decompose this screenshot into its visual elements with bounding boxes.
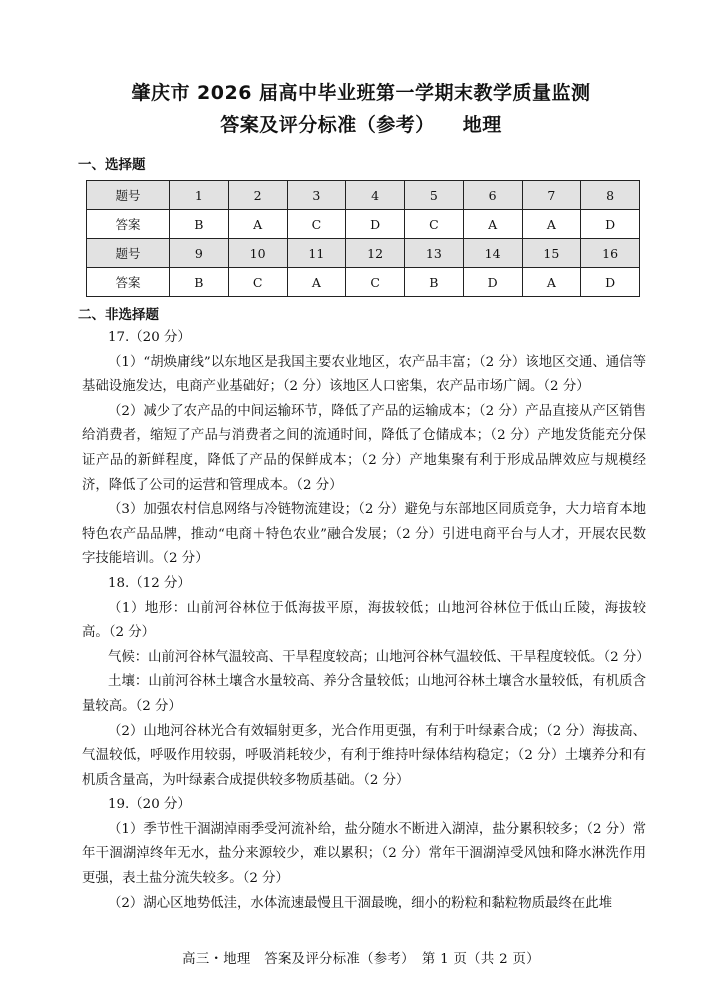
q19-part2: （2）湖心区地势低洼，水体流速最慢且干涸最晚，细小的粉粒和黏粒物质最终在此堆 [108, 895, 612, 911]
question-number-cell: 1 [170, 181, 229, 210]
answer-cell: D [581, 268, 640, 297]
title-line-2 [0, 110, 722, 137]
question-number-cell: 14 [463, 239, 522, 268]
question-number-cell: 15 [522, 239, 581, 268]
question-number-cell: 16 [581, 239, 640, 268]
answer-cell: A [522, 210, 581, 239]
answer-cell: B [170, 210, 229, 239]
question-number-cell: 13 [405, 239, 464, 268]
answer-cell: A [228, 210, 287, 239]
q18-part1-climate: 气候：山前河谷林气温较高、干旱程度较高；山地河谷林气温较低、干旱程度较低。（2 分） [108, 649, 650, 665]
q17-part1: （1）“胡焕庸线”以东地区是我国主要农业地区，农产品丰富；（2 分）该地区交通、通信等基础设施发达，电商产业基础好；（2 分）该地区人口密集，农产品市场广阔。（2 分） [82, 354, 646, 395]
question-number-row [87, 239, 640, 268]
question-number-cell: 8 [581, 181, 640, 210]
question-number-cell: 5 [405, 181, 464, 210]
question-number-cell: 3 [287, 181, 346, 210]
q18-heading: 18.（12 分） [108, 575, 191, 591]
title-line-1: 肇庆市 2026 届高中毕业班第一学期末教学质量监测 [131, 82, 591, 104]
answer-cell: C [287, 210, 346, 239]
question-number-cell: 2 [228, 181, 287, 210]
answer-cell: D [463, 268, 522, 297]
answer-row [87, 210, 640, 239]
answer-cell: A [287, 268, 346, 297]
answer-cell: C [228, 268, 287, 297]
q17-heading: 17.（20 分） [108, 330, 191, 345]
section-2-heading: 二、非选择题 [78, 307, 159, 323]
answer-cell: A [463, 210, 522, 239]
answer-cell: C [346, 268, 405, 297]
answer-cell: A [522, 268, 581, 297]
answer-content [82, 326, 650, 916]
row-label: 答案 [87, 268, 170, 297]
q17-part2: （2）减少了农产品的中间运输环节，降低了产品的运输成本；（2 分）产品直接从产区销售给消费者，缩短了产品与消费者之间的流通时间，降低了仓储成本；（2 分）产地发货能充分保证产品的新鲜程度，降低了产品的保鲜成本；（2 分）产地集聚有利于形成品牌效应与规模经济，降低了公司的运营和管理成本。（2 分） [82, 403, 646, 493]
question-number-cell: 10 [228, 239, 287, 268]
question-number-cell: 12 [346, 239, 405, 268]
question-number-cell: 9 [170, 239, 229, 268]
answer-cell: D [346, 210, 405, 239]
subject-label: 地理 [462, 114, 502, 136]
title-answer-key: 答案及评分标准（参考） [220, 114, 435, 136]
q18-part2: （2）山地河谷林光合有效辐射更多，光合作用更强，有利于叶绿素合成；（2 分）海拔高、气温较低，呼吸作用较弱，呼吸消耗较少，有利于维持叶绿体结构稳定；（2 分）土壤养分和有机质含量高，为叶绿素合成提供较多物质基础。（2 分） [82, 723, 646, 788]
question-number-cell: 6 [463, 181, 522, 210]
q17-part3: （3）加强农村信息网络与冷链物流建设；（2 分）避免与东部地区同质竞争，大力培育本地特色农产品品牌，推动“电商＋特色农业”融合发展；（2 分）引进电商平台与人才，开展农民数字技能培训。（2 分） [82, 502, 646, 567]
answer-row [87, 268, 640, 297]
answer-cell: C [405, 210, 464, 239]
answer-table [86, 180, 640, 297]
q19-heading: 19.（20 分） [108, 797, 191, 813]
page-footer: 高三・地理 答案及评分标准（参考） 第 1 页（共 2 页） [182, 952, 540, 967]
q19-part1: （1）季节性干涸湖淖雨季受河流补给，盐分随水不断进入湖淖，盐分累积较多；（2 分）常年干涸湖淖终年无水，盐分来源较少，难以累积；（2 分）常年干涸湖淖受风蚀和降水淋洗作用更强，表土盐分流失较多。（2 分） [82, 821, 646, 887]
answer-cell: D [581, 210, 640, 239]
row-label: 题号 [87, 239, 170, 268]
row-label: 答案 [87, 210, 170, 239]
answer-cell: B [405, 268, 464, 297]
section-1-heading: 一、选择题 [78, 157, 146, 173]
question-number-cell: 7 [522, 181, 581, 210]
question-number-cell: 4 [346, 181, 405, 210]
row-label: 题号 [87, 181, 170, 210]
answer-cell: B [170, 268, 229, 297]
question-number-cell: 11 [287, 239, 346, 268]
q18-part1-terrain: （1）地形：山前河谷林位于低海拔平原，海拔较低；山地河谷林位于低山丘陵，海拔较高。（2 分） [82, 600, 646, 641]
q18-part1-soil: 土壤：山前河谷林土壤含水量较高、养分含量较低；山地河谷林土壤含水量较低，有机质含量较高。（2 分） [82, 674, 646, 714]
question-number-row [87, 181, 640, 210]
